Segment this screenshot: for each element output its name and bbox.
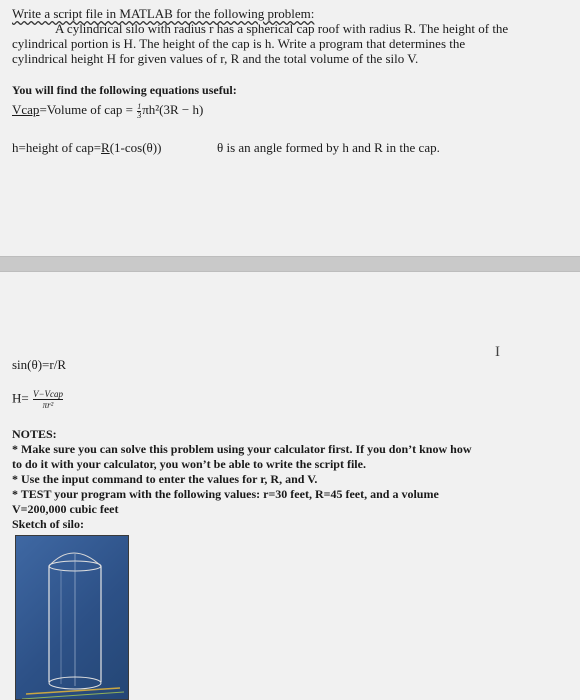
notes-line-6: Sketch of silo: bbox=[12, 517, 84, 531]
page-separator bbox=[0, 256, 580, 272]
text-cursor-icon: I bbox=[495, 344, 500, 360]
vcap-formula: πh²(3R − h) bbox=[142, 102, 204, 117]
one-third-fraction bbox=[137, 103, 141, 120]
notes-line-4: * TEST your program with the following values: r=30 feet, R=45 feet, and a volume bbox=[12, 487, 439, 501]
hcap-R: R bbox=[101, 140, 110, 155]
H-lhs: H= bbox=[12, 390, 29, 406]
vcap-label: Vcap bbox=[12, 102, 40, 117]
problem-line-2: cylindrical portion is H. The height of the cap is h. Write a program that determines the bbox=[12, 36, 466, 51]
problem-line-3: cylindrical height H for given values of r, R and the total volume of the silo V. bbox=[12, 51, 419, 66]
notes-line-5: V=200,000 cubic feet bbox=[12, 502, 119, 516]
assignment-header: Write a script file in MATLAB for the following problem: bbox=[12, 6, 315, 21]
notes-line-1: * Make sure you can solve this problem using your calculator first. If you don’t know how bbox=[12, 442, 472, 456]
vcap-text: =Volume of cap = bbox=[39, 102, 133, 117]
silo-drawing bbox=[16, 536, 129, 700]
silo-sketch-image bbox=[15, 535, 129, 700]
fraction-numerator: 1 bbox=[137, 101, 142, 111]
notes-line-3: * Use the input command to enter the values for r, R, and V. bbox=[12, 472, 318, 486]
theta-note: θ is an angle formed by h and R in the cap. bbox=[217, 140, 440, 155]
notes-line-2: to do it with your calculator, you won’t be able to write the script file. bbox=[12, 457, 366, 471]
sin-equation: sin(θ)=r/R bbox=[12, 357, 66, 372]
H-numerator: V−Vcap bbox=[32, 389, 64, 399]
equations-heading: You will find the following equations useful: bbox=[12, 83, 237, 97]
fraction-denominator: 3 bbox=[137, 110, 142, 120]
hcap-text-after: (1-cos(θ)) bbox=[109, 140, 162, 155]
problem-line-1: A cylindrical silo with radius r has a spherical cap roof with radius R. The height of the bbox=[55, 21, 509, 36]
H-fraction bbox=[33, 389, 63, 410]
hcap-equation bbox=[12, 140, 161, 155]
notes-heading: NOTES: bbox=[12, 427, 57, 441]
H-denominator: πr² bbox=[42, 400, 54, 410]
vcap-equation bbox=[12, 102, 203, 120]
hcap-text-before: h=height of cap= bbox=[12, 140, 102, 155]
H-equation bbox=[12, 389, 64, 410]
